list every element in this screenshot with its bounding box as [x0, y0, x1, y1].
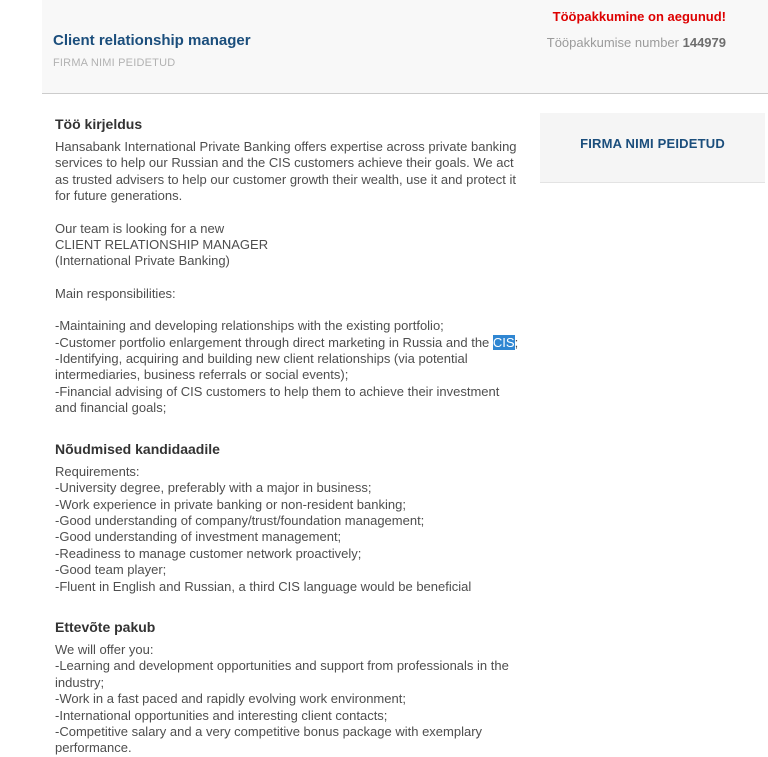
bullet-text: -Customer portfolio enlargement through direct marketing in Russia and the [55, 334, 493, 350]
page-header [42, 0, 768, 94]
job-posting-body [55, 116, 520, 757]
bullet-item: -Identifying, acquiring and building new client relationships (via potential intermediaries, business referrals or social events); [55, 351, 468, 383]
bullet-item: -International opportunities and interesting client contacts; [55, 707, 388, 723]
bullet-item: -Fluent in English and Russian, a third CIS language would be beneficial [55, 578, 472, 594]
team-line: CLIENT RELATIONSHIP MANAGER [55, 237, 269, 253]
header-right-block [547, 9, 726, 50]
team-line: (International Private Banking) [55, 253, 230, 269]
bullet-item: -Work experience in private banking or non-resident banking; [55, 496, 406, 512]
offer-number-label: Tööpakkumise number [546, 35, 679, 50]
requirements-list [55, 464, 520, 595]
offer-list [55, 642, 520, 757]
company-box-label: FIRMA NIMI PEIDETUD [580, 136, 725, 151]
section-heading-job-description: Töö kirjeldus [55, 116, 143, 132]
bullet-text: ; [514, 334, 519, 350]
section-heading-requirements: Nõudmised kandidaadile [55, 440, 220, 457]
section-job-description [55, 116, 520, 417]
bullet-item: -Work in a fast paced and rapidly evolving work environment; [55, 691, 406, 707]
section-heading-offer: Ettevõte pakub [55, 618, 156, 635]
bullet-item [55, 335, 520, 351]
responsibilities-list [55, 318, 520, 416]
bullet-item: -Competitive salary and a very competitive bonus package with exemplary performance. [55, 723, 483, 756]
job-title: Client relationship manager [53, 32, 251, 49]
offer-label: We will offer you: [55, 641, 154, 657]
expired-notice: Tööpakkumine on aegunud! [552, 9, 726, 24]
bullet-item: -University degree, preferably with a major in business; [55, 480, 372, 496]
responsibilities-label: Main responsibilities: [55, 285, 176, 301]
bullet-item: -Good team player; [55, 562, 167, 578]
bullet-item: -Maintaining and developing relationships with the existing portfolio; [55, 318, 444, 334]
company-name-hidden: FIRMA NIMI PEIDETUD [53, 57, 176, 69]
bullet-item: -Good understanding of company/trust/foundation management; [55, 512, 425, 528]
bullet-item: -Good understanding of investment management; [55, 529, 342, 545]
offer-number-value: 144979 [682, 35, 726, 50]
intro-paragraph: Hansabank International Private Banking offers expertise across private banking services to help our Russian and the CIS customers achieve their goals. We act as trusted advisers to help our customer growth their wealth, use it and protect it for future generations. [55, 139, 517, 204]
section-requirements [55, 441, 520, 595]
bullet-item: -Readiness to manage customer network proactively; [55, 545, 362, 561]
bullet-item: -Learning and development opportunities and support from professionals in the industry; [55, 658, 509, 690]
section-offer [55, 619, 520, 757]
company-box [540, 113, 765, 183]
team-line: Our team is looking for a new [55, 220, 225, 236]
highlighted-text: CIS [492, 334, 515, 350]
bullet-item: -Financial advising of CIS customers to help them to achieve their investment and financial goals; [55, 383, 500, 416]
offer-number-line [547, 35, 726, 50]
team-paragraph [55, 221, 520, 270]
requirements-label: Requirements: [55, 463, 140, 479]
